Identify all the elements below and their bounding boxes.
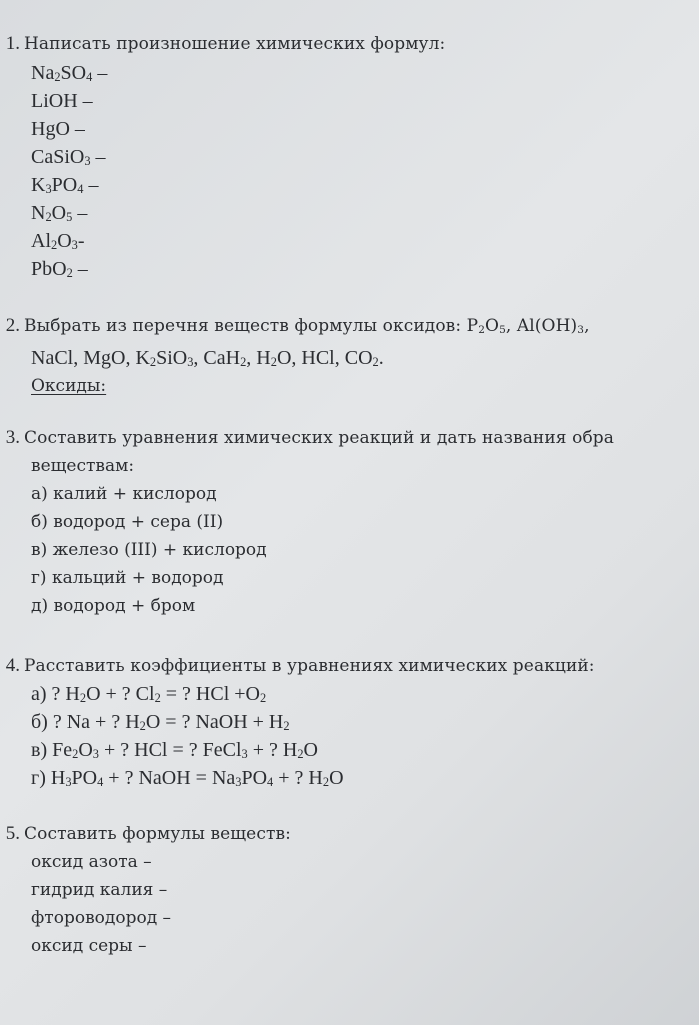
question-2 — [0, 312, 699, 400]
question-title: Расставить коэффициенты в уравнениях химических реакций: — [24, 656, 595, 676]
question-title: Написать произношение химических формул: — [24, 34, 446, 54]
question-1 — [0, 30, 699, 283]
question-title: Составить формулы веществ: — [24, 824, 291, 844]
reaction-item: в) железо (III) + кислород — [31, 540, 267, 560]
formula-item: PbO2 – — [31, 258, 88, 281]
equation-item: г) H3PO4 + ? NaOH = Na3PO4 + ? H2O — [31, 767, 344, 790]
question-title-continued: веществам: — [31, 456, 135, 476]
question-5 — [0, 820, 699, 960]
formula-item: LiOH – — [31, 90, 93, 112]
reaction-item: д) водород + бром — [31, 596, 196, 616]
compound-item: оксид азота – — [31, 852, 152, 872]
reaction-item: а) калий + кислород — [31, 484, 217, 504]
formula-item: Al2O3- — [31, 230, 85, 253]
substance-list: NaCl, MgO, K2SiO3, CaH2, H2O, HCl, CO2. — [31, 346, 384, 370]
question-number: 4. — [5, 655, 20, 676]
reaction-item: г) кальций + водород — [31, 568, 224, 588]
formula-item: K3PO4 – — [31, 174, 99, 197]
formula-item: N2O5 – — [31, 202, 88, 225]
compound-item: фтороводород – — [31, 908, 172, 928]
equation-item: б) ? Na + ? H2O = ? NaOH + H2 — [31, 711, 290, 734]
answer-label: Оксиды: — [31, 375, 107, 396]
formula-item: HgO – — [31, 118, 85, 140]
equation-item: в) Fe2O3 + ? HCl = ? FeCl3 + ? H2O — [31, 739, 318, 762]
formula-item: Na2SO4 – — [31, 62, 108, 85]
reaction-item: б) водород + сера (II) — [31, 512, 224, 532]
compound-item: гидрид калия – — [31, 880, 168, 900]
question-number: 5. — [5, 823, 20, 844]
question-title: Выбрать из перечня веществ формулы оксидов: P2O5, Al(OH)3, — [24, 316, 590, 336]
compound-item: оксид серы – — [31, 936, 147, 956]
question-3 — [0, 424, 699, 620]
question-title: Составить уравнения химических реакций и дать названия обра — [24, 428, 615, 448]
formula-item: CaSiO3 – — [31, 146, 106, 169]
question-number: 2. — [5, 315, 20, 336]
question-number: 1. — [5, 33, 20, 54]
equation-item: а) ? H2O + ? Cl2 = ? HCl +O2 — [31, 683, 267, 706]
question-number: 3. — [5, 427, 20, 448]
question-4 — [0, 652, 699, 792]
